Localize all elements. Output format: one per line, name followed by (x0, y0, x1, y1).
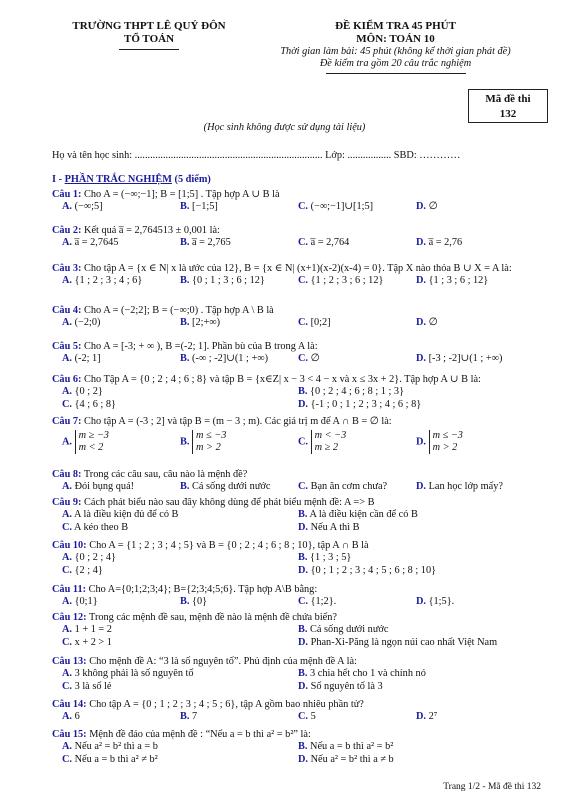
option-a[interactable] (62, 596, 98, 608)
option-text: ∅ (310, 353, 320, 365)
option-row (52, 711, 552, 724)
system-line: m < −3 (314, 430, 347, 442)
option-b[interactable] (180, 596, 207, 608)
option-row (52, 681, 552, 694)
question-9 (52, 497, 552, 535)
exam-count-note: Đề kiểm tra gồm 20 câu trắc nghiệm (319, 58, 472, 70)
option-text: {0 ; 2} (74, 386, 103, 398)
option-letter: B. (298, 386, 308, 398)
option-c[interactable] (62, 681, 111, 693)
question-stem (52, 729, 552, 741)
question-number: Câu 13: (52, 656, 87, 667)
option-d[interactable] (298, 399, 421, 411)
option-text: (-2; 1] (74, 353, 101, 365)
option-row (52, 481, 552, 494)
option-text: {4 ; 6 ; 8} (74, 399, 116, 411)
option-letter: B. (180, 436, 190, 448)
option-a[interactable] (62, 317, 100, 329)
option-letter: D. (416, 711, 427, 723)
option-text: (−2;0) (74, 317, 101, 329)
question-text: Cho tập A = {x ∈ N| x là ước của 12}, B = {x ∈ N| (x+1)(x-2)(x-4) = 0}. Tập X nào thỏa B ∪ X = A là: (81, 263, 512, 274)
option-d[interactable] (298, 565, 436, 577)
page-footer: Trang 1/2 - Mã đề thi 132 (443, 782, 541, 792)
option-letter: C. (62, 565, 73, 577)
option-row (52, 237, 552, 250)
option-text: ∅ (428, 201, 438, 213)
question-text: Cách phát biểu nào sau đây không dùng để phát biểu mệnh đề: A => B (81, 497, 375, 508)
option-text: (-∞ ; -2]∪(1 ; +∞) (192, 353, 269, 365)
question-number: Câu 12: (52, 612, 87, 623)
question-text: Cho A = (−∞;−1]; B = [1;5] . Tập hợp A ∪ B là (81, 189, 280, 200)
option-text: {0} (192, 596, 208, 608)
option-letter: C. (62, 522, 73, 534)
option-text: A kéo theo B (74, 522, 129, 534)
option-text: {1 ; 3 ; 6 ; 12} (428, 275, 489, 287)
option-a[interactable] (62, 386, 103, 398)
option-letter: B. (180, 353, 190, 365)
option-text: 7 (192, 711, 198, 723)
question-number: Câu 15: (52, 729, 87, 740)
option-b[interactable] (180, 317, 220, 329)
system-line: m < 2 (78, 442, 104, 454)
option-b[interactable] (180, 275, 265, 287)
option-text: Lan học lớp mấy? (428, 481, 503, 493)
question-stem (52, 225, 552, 237)
question-5 (52, 341, 552, 366)
option-text: 2⁷ (428, 711, 438, 723)
question-stem (52, 656, 552, 668)
option-text: [-3 ; -2]∪(1 ; +∞) (428, 353, 503, 365)
question-8 (52, 469, 552, 494)
option-b[interactable] (298, 741, 393, 753)
question-number: Câu 14: (52, 699, 87, 710)
option-letter: A. (62, 624, 73, 636)
option-c[interactable] (298, 711, 316, 723)
option-d[interactable] (416, 481, 503, 493)
option-text: {1 ; 2 ; 3 ; 6 ; 12} (310, 275, 384, 287)
option-a[interactable] (62, 481, 134, 493)
option-letter: C. (62, 399, 73, 411)
section-title-suffix: (5 điểm) (171, 174, 211, 185)
option-a[interactable] (62, 237, 118, 249)
school-header (34, 20, 264, 50)
option-d[interactable] (416, 353, 502, 365)
option-letter: A. (62, 552, 73, 564)
option-text: Số nguyên tố là 3 (310, 681, 383, 693)
option-c[interactable] (298, 481, 387, 493)
option-letter: B. (180, 481, 190, 493)
option-b[interactable] (180, 481, 270, 493)
question-12 (52, 612, 552, 650)
inequality-system (311, 430, 347, 454)
option-letter: C. (298, 317, 309, 329)
option-letter: A. (62, 275, 73, 287)
section-title (52, 174, 211, 186)
option-text: 3 là số lẻ (74, 681, 112, 693)
option-text: ∅ (428, 317, 438, 329)
option-text: {1;5}. (428, 596, 455, 608)
department-name: TỔ TOÁN (123, 32, 175, 45)
option-text: A là điều kiện đủ để có B (74, 509, 179, 521)
question-6 (52, 374, 552, 412)
question-text: Cho A = (−2;2]; B = (−∞;0) . Tập hợp A \ B là (81, 305, 274, 316)
option-d[interactable] (416, 711, 437, 723)
question-number: Câu 1: (52, 189, 82, 200)
option-text: 1 + 1 = 2 (74, 624, 112, 636)
option-c[interactable] (62, 522, 128, 534)
option-text: a̅ = 2,76 (428, 237, 463, 249)
option-text: {0 ; 2 ; 4} (74, 552, 116, 564)
option-letter: D. (416, 436, 427, 448)
option-letter: B. (180, 201, 190, 213)
option-b[interactable] (180, 237, 231, 249)
exam-code-value: 132 (499, 108, 517, 120)
option-text: a̅ = 2,7645 (74, 237, 119, 249)
exam-header (248, 20, 543, 74)
option-d[interactable] (298, 681, 383, 693)
option-text: [2;+∞) (192, 317, 221, 329)
question-13 (52, 656, 552, 694)
option-c[interactable] (298, 201, 373, 213)
option-b[interactable] (298, 552, 351, 564)
question-2 (52, 225, 552, 250)
option-letter: A. (62, 596, 73, 608)
option-text: Cá sống dưới nước (310, 624, 389, 636)
option-letter: A. (62, 386, 73, 398)
option-a[interactable] (62, 509, 178, 521)
option-row (52, 754, 552, 767)
option-text: Cá sống dưới nước (192, 481, 271, 493)
option-letter: A. (62, 668, 73, 680)
option-letter: C. (298, 353, 309, 365)
question-number: Câu 5: (52, 341, 82, 352)
option-row (52, 552, 552, 565)
option-row (52, 317, 552, 330)
header-divider-right (326, 73, 466, 74)
option-b[interactable] (180, 201, 218, 213)
question-stem (52, 469, 552, 481)
option-d[interactable] (298, 522, 360, 534)
option-letter: D. (416, 275, 427, 287)
option-letter: B. (298, 509, 308, 521)
exam-time-note: Thời gian làm bài: 45 phút (không kể thời gian phát đề) (280, 45, 511, 57)
question-7 (52, 416, 552, 460)
option-letter: C. (298, 436, 309, 448)
question-14 (52, 699, 552, 724)
question-text: Cho tập A = (-3 ; 2] và tập B = (m − 3 ; m). Các giá trị m để A ∩ B = ∅ là: (81, 416, 392, 427)
question-stem (52, 305, 552, 317)
option-letter: D. (416, 201, 427, 213)
option-b[interactable] (180, 711, 197, 723)
system-line: m ≥ −3 (78, 430, 109, 442)
system-line: m ≤ −3 (196, 430, 227, 442)
option-letter: A. (62, 509, 73, 521)
option-letter: D. (298, 522, 309, 534)
student-info-line: Họ và tên học sinh: ......................................................................... Lớp: ................. SBD: ………… (52, 150, 461, 161)
option-a[interactable] (62, 430, 109, 454)
option-row (52, 201, 552, 214)
option-text: 3 không phải là số nguyên tố (74, 668, 194, 680)
question-stem (52, 497, 552, 509)
exam-code-label: Mã đề thi (485, 93, 531, 105)
question-number: Câu 10: (52, 540, 87, 551)
option-letter: C. (298, 275, 309, 287)
question-number: Câu 6: (52, 374, 82, 385)
option-c[interactable] (298, 596, 336, 608)
option-text: {1;2}. (310, 596, 337, 608)
option-text: Nếu a = b thì a² ≠ b² (74, 754, 158, 766)
option-text: A là điều kiện cần để có B (309, 509, 418, 521)
option-letter: B. (298, 668, 308, 680)
question-number: Câu 4: (52, 305, 82, 316)
option-text: {1 ; 3 ; 5} (310, 552, 352, 564)
option-letter: B. (180, 711, 190, 723)
option-d[interactable] (298, 754, 394, 766)
question-number: Câu 11: (52, 584, 87, 595)
option-letter: B. (180, 596, 190, 608)
question-text: Cho A = {1 ; 2 ; 3 ; 4 ; 5} và B = {0 ; 2 ; 4 ; 6 ; 8 ; 10}, tập A ∩ B là (86, 540, 369, 551)
question-text: Trong các mệnh đề sau, mệnh đề nào là mệnh đề chứa biến? (86, 612, 337, 623)
option-d[interactable] (416, 275, 488, 287)
question-text: Cho A={0;1;2;3;4}; B={2;3;4;5;6}. Tập hợp A\B bằng: (86, 584, 318, 595)
option-b[interactable] (180, 430, 226, 454)
option-d[interactable] (416, 596, 454, 608)
option-letter: D. (416, 237, 427, 249)
header-divider-left (119, 49, 179, 50)
inequality-system (192, 430, 226, 454)
question-stem (52, 374, 552, 386)
question-stem (52, 416, 552, 428)
question-3 (52, 263, 552, 288)
option-letter: D. (416, 596, 427, 608)
option-row (52, 399, 552, 412)
option-letter: A. (62, 481, 73, 493)
question-11 (52, 584, 552, 609)
system-line: m > 2 (196, 442, 221, 454)
exam-code-box (468, 89, 548, 123)
option-letter: C. (298, 596, 309, 608)
option-d[interactable] (298, 637, 497, 649)
option-row (52, 509, 552, 522)
option-letter: A. (62, 237, 73, 249)
option-letter: D. (298, 637, 309, 649)
option-b[interactable] (298, 509, 418, 521)
option-c[interactable] (62, 565, 103, 577)
option-letter: B. (180, 317, 190, 329)
option-row (52, 522, 552, 535)
option-letter: D. (416, 481, 427, 493)
question-text: Cho A = [-3; + ∞ ), B =(-2; 1]. Phần bù của B trong A là: (81, 341, 318, 352)
option-text: Nếu a² = b² thì a ≠ b (310, 754, 394, 766)
question-text: Kết quả a̅ = 2,764513 ± 0,001 là: (81, 225, 220, 236)
question-text: Cho tập A = {0 ; 1 ; 2 ; 3 ; 4 ; 5 ; 6}, tập A gồm bao nhiêu phần tử? (86, 699, 364, 710)
question-number: Câu 8: (52, 469, 82, 480)
option-text: 5 (310, 711, 316, 723)
option-c[interactable] (62, 754, 158, 766)
question-text: Cho Tập A = {0 ; 2 ; 4 ; 6 ; 8} và tập B = {x∈Z| x − 3 < 4 − x và x ≤ 3x + 2}. Tập hợp A ∪ B là: (81, 374, 481, 385)
question-text: Trong các câu sau, câu nào là mệnh đề? (81, 469, 248, 480)
question-stem (52, 263, 552, 275)
option-row (52, 668, 552, 681)
question-1 (52, 189, 552, 214)
option-letter: C. (62, 681, 73, 693)
option-c[interactable] (298, 237, 349, 249)
option-letter: A. (62, 741, 73, 753)
option-letter: D. (416, 353, 427, 365)
option-a[interactable] (62, 201, 103, 213)
option-c[interactable] (62, 637, 112, 649)
option-row (52, 741, 552, 754)
question-stem (52, 612, 552, 624)
option-d[interactable] (416, 237, 462, 249)
question-stem (52, 341, 552, 353)
option-row (52, 637, 552, 650)
option-text: {-1 ; 0 ; 1 ; 2 ; 3 ; 4 ; 6 ; 8} (310, 399, 422, 411)
option-c[interactable] (298, 430, 346, 454)
option-letter: A. (62, 317, 73, 329)
option-text: Bạn ăn cơm chưa? (310, 481, 388, 493)
option-letter: A. (62, 436, 73, 448)
option-c[interactable] (298, 275, 383, 287)
question-text: Mệnh đề đảo của mệnh đề : “Nếu a = b thì a² = b²” là: (86, 729, 311, 740)
option-row (52, 596, 552, 609)
option-text: Nếu a = b thì a² = b² (310, 741, 394, 753)
question-4 (52, 305, 552, 330)
exam-title: ĐỀ KIỂM TRA 45 PHÚT (335, 20, 456, 32)
question-number: Câu 3: (52, 263, 82, 274)
option-c[interactable] (62, 399, 116, 411)
option-text: x + 2 > 1 (74, 637, 112, 649)
option-text: Đói bụng quá! (74, 481, 135, 493)
option-text: [−1;5] (192, 201, 218, 213)
question-stem (52, 699, 552, 711)
section-title-main: PHẦN TRẮC NGHIỆM (64, 174, 172, 185)
option-text: Phan-Xi-Păng là ngọn núi cao nhất Việt Nam (310, 637, 498, 649)
question-stem (52, 584, 552, 596)
option-letter: B. (298, 552, 308, 564)
section-title-prefix: I - (52, 174, 65, 185)
option-text: (−∞;−1]∪[1;5] (310, 201, 374, 213)
option-text: a̅ = 2,765 (192, 237, 231, 249)
option-d[interactable] (416, 317, 438, 329)
option-letter: C. (298, 481, 309, 493)
option-row (52, 353, 552, 366)
option-letter: C. (62, 637, 73, 649)
option-a[interactable] (62, 353, 101, 365)
option-letter: A. (62, 711, 73, 723)
option-text: (−∞;5] (74, 201, 103, 213)
option-c[interactable] (298, 317, 331, 329)
inequality-system (75, 430, 109, 454)
question-text: Cho mệnh đề A: “3 là số nguyên tố”. Phủ định của mệnh đề A là: (86, 656, 357, 667)
option-b[interactable] (298, 624, 388, 636)
system-line: m > 2 (432, 442, 458, 454)
option-text: 6 (74, 711, 80, 723)
option-letter: D. (298, 399, 309, 411)
exam-subject: MÔN: TOÁN 10 (356, 32, 435, 45)
option-b[interactable] (298, 668, 426, 680)
option-row (52, 624, 552, 637)
system-line: m ≤ −3 (432, 430, 463, 442)
option-letter: C. (298, 201, 309, 213)
option-d[interactable] (416, 430, 463, 454)
option-text: Nếu A thì B (310, 522, 360, 534)
system-line: m ≥ 2 (314, 442, 338, 454)
option-letter: C. (62, 754, 73, 766)
option-a[interactable] (62, 711, 80, 723)
option-text: {1 ; 2 ; 3 ; 4 ; 6} (74, 275, 143, 287)
option-letter: D. (298, 754, 309, 766)
option-a[interactable] (62, 275, 142, 287)
question-number: Câu 2: (52, 225, 82, 236)
option-letter: D. (298, 681, 309, 693)
question-number: Câu 9: (52, 497, 82, 508)
notice: (Học sinh không được sử dụng tài liệu) (203, 122, 366, 133)
option-text: Nếu a² = b² thì a = b (74, 741, 158, 753)
option-text: a̅ = 2,764 (310, 237, 350, 249)
option-letter: D. (416, 317, 427, 329)
option-letter: C. (298, 711, 309, 723)
option-letter: C. (298, 237, 309, 249)
option-letter: B. (180, 275, 190, 287)
option-text: {0;1} (74, 596, 98, 608)
option-a[interactable] (62, 668, 194, 680)
question-number: Câu 7: (52, 416, 82, 427)
question-stem (52, 189, 552, 201)
option-text: {0 ; 1 ; 2 ; 3 ; 4 ; 5 ; 6 ; 8 ; 10} (310, 565, 437, 577)
option-d[interactable] (416, 201, 438, 213)
option-b[interactable] (180, 353, 268, 365)
option-text: {0 ; 2 ; 4 ; 6 ; 8 ; 1 ; 3} (310, 386, 405, 398)
option-a[interactable] (62, 552, 116, 564)
option-a[interactable] (62, 624, 112, 636)
option-letter: D. (298, 565, 309, 577)
option-letter: B. (298, 741, 308, 753)
option-row (52, 565, 552, 578)
option-row (52, 386, 552, 399)
option-letter: A. (62, 201, 73, 213)
question-10 (52, 540, 552, 578)
option-a[interactable] (62, 741, 158, 753)
question-15 (52, 729, 552, 767)
option-c[interactable] (298, 353, 320, 365)
option-text: {0 ; 1 ; 3 ; 6 ; 12} (192, 275, 265, 287)
option-text: 3 chia hết cho 1 và chính nó (310, 668, 426, 680)
inequality-system (429, 430, 463, 454)
option-row (52, 275, 552, 288)
option-letter: B. (180, 237, 190, 249)
question-stem (52, 540, 552, 552)
option-text: {2 ; 4} (74, 565, 103, 577)
school-name: TRƯỜNG THPT LÊ QUÝ ĐÔN (72, 20, 226, 32)
option-text: [0;2] (310, 317, 331, 329)
option-letter: B. (298, 624, 308, 636)
option-b[interactable] (298, 386, 404, 398)
option-letter: A. (62, 353, 73, 365)
option-row (52, 430, 552, 460)
